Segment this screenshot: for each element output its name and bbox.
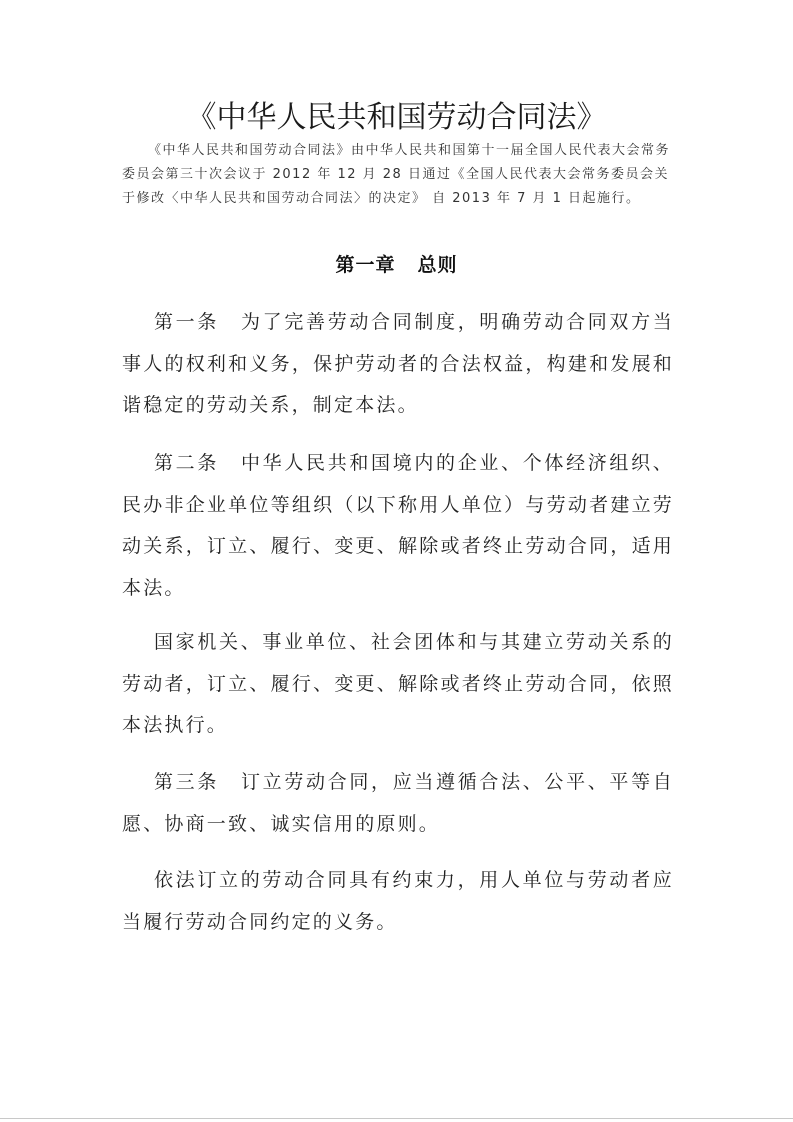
page-bottom-divider (0, 1118, 793, 1119)
chapter-name: 总则 (417, 254, 458, 276)
chapter-heading (0, 250, 793, 280)
article-text: 依法订立的劳动合同具有约束力，用人单位与劳动者应当履行劳动合同约定的义务。 (122, 869, 674, 933)
article-paragraph (122, 302, 674, 427)
document-intro: 《中华人民共和国劳动合同法》由中华人民共和国第十一届全国人民代表大会常务委员会第三十次会议于 2012 年 12 月 28 日通过《全国人民代表大会常务委员会关于修改〈中华人民共和国劳动合同法〉的决定》 自 2013 年 7 月 1 日起施行。 (122, 143, 671, 206)
article-number: 第一条 (154, 311, 220, 333)
article-paragraph (122, 622, 674, 747)
article-text: 国家机关、事业单位、社会团体和与其建立劳动关系的劳动者，订立、履行、变更、解除或者终止劳动合同，依照本法执行。 (122, 631, 674, 736)
document-title: 《中华人民共和国劳动合同法》 (186, 100, 607, 135)
article-text: 中华人民共和国境内的企业、个体经济组织、民办非企业单位等组织（以下称用人单位）与劳动者建立劳动关系，订立、履行、变更、解除或者终止劳动合同，适用本法。 (122, 452, 674, 599)
article-paragraph (122, 443, 674, 609)
article-number: 第二条 (154, 452, 220, 474)
article-text: 为了完善劳动合同制度，明确劳动合同双方当事人的权利和义务，保护劳动者的合法权益，构建和发展和谐稳定的劳动关系，制定本法。 (122, 311, 674, 416)
article-text: 订立劳动合同，应当遵循合法、公平、平等自愿、协商一致、诚实信用的原则。 (122, 771, 674, 835)
article-paragraph (122, 762, 674, 845)
article-paragraph (122, 860, 674, 943)
chapter-number: 第一章 (335, 254, 396, 276)
article-number: 第三条 (154, 771, 220, 793)
